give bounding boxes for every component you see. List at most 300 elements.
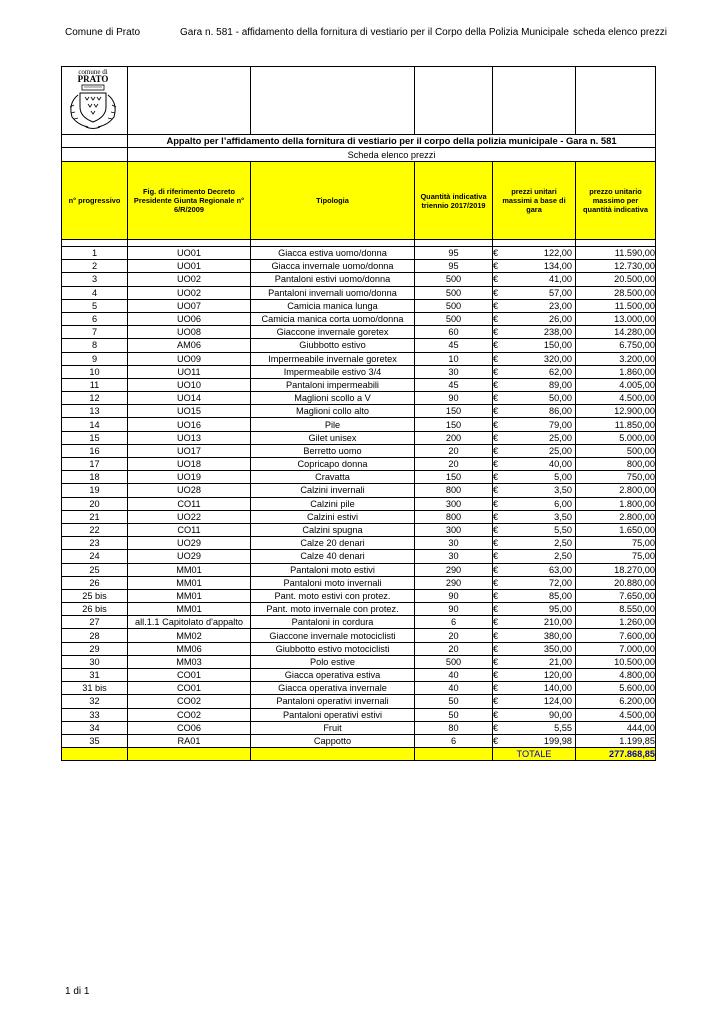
row-tipo: Maglioni collo alto bbox=[251, 405, 415, 418]
unit-price-value: 134,00 bbox=[543, 261, 572, 272]
header-left: Comune di Prato bbox=[65, 27, 141, 38]
row-qty: 45 bbox=[415, 378, 493, 391]
row-qty: 45 bbox=[415, 339, 493, 352]
row-max-price: 18.270,00 bbox=[576, 563, 656, 576]
unit-price-value: 25,00 bbox=[549, 432, 572, 443]
row-num: 8 bbox=[62, 339, 128, 352]
euro-sign: € bbox=[493, 656, 499, 667]
row-max-price: 4.800,00 bbox=[576, 669, 656, 682]
unit-price-value: 23,00 bbox=[549, 300, 572, 311]
prato-coat-of-arms-icon bbox=[62, 67, 124, 131]
row-qty: 800 bbox=[415, 484, 493, 497]
total-empty-cell bbox=[415, 748, 493, 761]
row-num: 2 bbox=[62, 260, 128, 273]
unit-price-value: 5,50 bbox=[554, 525, 572, 536]
col-header-max: prezzo unitario massimo per quantità indicativa bbox=[576, 162, 656, 240]
unit-price-value: 79,00 bbox=[549, 419, 572, 430]
row-unit-price bbox=[493, 669, 576, 682]
row-max-price: 20.500,00 bbox=[576, 273, 656, 286]
unit-price-value: 120,00 bbox=[543, 670, 572, 681]
row-max-price: 444,00 bbox=[576, 721, 656, 734]
unit-price-value: 320,00 bbox=[543, 353, 572, 364]
row-max-price: 4.500,00 bbox=[576, 708, 656, 721]
row-fig: CO11 bbox=[128, 523, 251, 536]
euro-sign: € bbox=[493, 366, 499, 377]
table-row bbox=[62, 418, 656, 431]
euro-sign: € bbox=[493, 353, 499, 364]
row-num: 7 bbox=[62, 326, 128, 339]
row-unit-price bbox=[493, 695, 576, 708]
unit-price-value: 72,00 bbox=[549, 577, 572, 588]
unit-price-value: 210,00 bbox=[543, 617, 572, 628]
total-empty-cell bbox=[128, 748, 251, 761]
page-number: 1 di 1 bbox=[65, 986, 90, 997]
unit-price-value: 122,00 bbox=[543, 248, 572, 259]
row-qty: 60 bbox=[415, 326, 493, 339]
row-tipo: Calzini estivi bbox=[251, 510, 415, 523]
row-fig: UO02 bbox=[128, 286, 251, 299]
row-unit-price bbox=[493, 299, 576, 312]
row-max-price: 4.500,00 bbox=[576, 392, 656, 405]
empty-cell bbox=[493, 67, 576, 135]
row-max-price: 5.000,00 bbox=[576, 431, 656, 444]
row-num: 13 bbox=[62, 405, 128, 418]
row-tipo: Maglioni scollo a V bbox=[251, 392, 415, 405]
table-row bbox=[62, 616, 656, 629]
row-tipo: Camicia manica lunga bbox=[251, 299, 415, 312]
table-row bbox=[62, 299, 656, 312]
unit-price-value: 380,00 bbox=[543, 630, 572, 641]
row-fig: RA01 bbox=[128, 734, 251, 747]
row-fig: MM06 bbox=[128, 642, 251, 655]
table-row bbox=[62, 458, 656, 471]
table-row bbox=[62, 629, 656, 642]
row-unit-price bbox=[493, 378, 576, 391]
row-qty: 500 bbox=[415, 312, 493, 325]
row-qty: 90 bbox=[415, 589, 493, 602]
row-num: 15 bbox=[62, 431, 128, 444]
row-unit-price bbox=[493, 431, 576, 444]
row-fig: UO08 bbox=[128, 326, 251, 339]
table-row bbox=[62, 326, 656, 339]
table-row bbox=[62, 260, 656, 273]
col-header-fig: Fig. di riferimento Decreto Presidente Giunta Regionale n° 6/R/2009 bbox=[128, 162, 251, 240]
euro-sign: € bbox=[493, 709, 499, 720]
row-tipo: Pantaloni operativi estivi bbox=[251, 708, 415, 721]
page-subtitle: Scheda elenco prezzi bbox=[128, 148, 656, 162]
row-num: 25 bbox=[62, 563, 128, 576]
empty-cell bbox=[251, 67, 415, 135]
total-row bbox=[62, 748, 656, 761]
col-header-tipo: Tipologia bbox=[251, 162, 415, 240]
euro-sign: € bbox=[493, 722, 499, 733]
row-qty: 150 bbox=[415, 405, 493, 418]
table-row bbox=[62, 471, 656, 484]
row-num: 12 bbox=[62, 392, 128, 405]
row-fig: MM01 bbox=[128, 563, 251, 576]
row-qty: 40 bbox=[415, 682, 493, 695]
row-tipo: Copricapo donna bbox=[251, 458, 415, 471]
row-fig: CO01 bbox=[128, 682, 251, 695]
row-unit-price bbox=[493, 273, 576, 286]
row-max-price: 1.650,00 bbox=[576, 523, 656, 536]
spacer-cell bbox=[576, 240, 656, 247]
row-qty: 80 bbox=[415, 721, 493, 734]
row-num: 30 bbox=[62, 655, 128, 668]
row-unit-price bbox=[493, 458, 576, 471]
unit-price-value: 85,00 bbox=[549, 590, 572, 601]
table-row bbox=[62, 576, 656, 589]
row-num: 18 bbox=[62, 471, 128, 484]
euro-sign: € bbox=[493, 670, 499, 681]
row-tipo: Giubbotto estivo motociclisti bbox=[251, 642, 415, 655]
unit-price-value: 238,00 bbox=[543, 327, 572, 338]
row-unit-price bbox=[493, 537, 576, 550]
row-fig: UO18 bbox=[128, 458, 251, 471]
row-qty: 30 bbox=[415, 365, 493, 378]
euro-sign: € bbox=[493, 564, 499, 575]
header-center: Gara n. 581 - affidamento della fornitura di vestiario per il Corpo della Polizia Municipale bbox=[180, 27, 569, 38]
col-header-unit: prezzi unitari massimi a base di gara bbox=[493, 162, 576, 240]
row-max-price: 1.199,85 bbox=[576, 734, 656, 747]
row-num: 22 bbox=[62, 523, 128, 536]
row-fig: UO28 bbox=[128, 484, 251, 497]
table-row bbox=[62, 510, 656, 523]
unit-price-value: 350,00 bbox=[543, 643, 572, 654]
unit-price-value: 5,55 bbox=[554, 722, 572, 733]
row-tipo: Calzini spugna bbox=[251, 523, 415, 536]
unit-price-value: 50,00 bbox=[549, 393, 572, 404]
row-tipo: Pile bbox=[251, 418, 415, 431]
spacer-cell bbox=[493, 240, 576, 247]
row-tipo: Calze 40 denari bbox=[251, 550, 415, 563]
euro-sign: € bbox=[493, 393, 499, 404]
row-tipo: Giacca estiva uomo/donna bbox=[251, 247, 415, 260]
row-unit-price bbox=[493, 616, 576, 629]
logo-line2: PRATO bbox=[77, 74, 109, 84]
row-max-price: 20.880,00 bbox=[576, 576, 656, 589]
row-num: 33 bbox=[62, 708, 128, 721]
unit-price-value: 90,00 bbox=[549, 709, 572, 720]
row-num: 29 bbox=[62, 642, 128, 655]
empty-cell bbox=[415, 67, 493, 135]
unit-price-value: 2,50 bbox=[554, 538, 572, 549]
table-row bbox=[62, 708, 656, 721]
row-qty: 290 bbox=[415, 563, 493, 576]
euro-sign: € bbox=[493, 314, 499, 325]
column-header-row bbox=[62, 162, 656, 240]
row-unit-price bbox=[493, 471, 576, 484]
row-tipo: Pantaloni in cordura bbox=[251, 616, 415, 629]
unit-price-value: 40,00 bbox=[549, 459, 572, 470]
row-fig: all.1.1 Capitolato d'appalto bbox=[128, 616, 251, 629]
row-unit-price bbox=[493, 589, 576, 602]
row-max-price: 13.000,00 bbox=[576, 312, 656, 325]
row-tipo: Calzini pile bbox=[251, 497, 415, 510]
empty-cell bbox=[62, 135, 128, 148]
row-num: 9 bbox=[62, 352, 128, 365]
row-qty: 40 bbox=[415, 669, 493, 682]
euro-sign: € bbox=[493, 577, 499, 588]
euro-sign: € bbox=[493, 340, 499, 351]
row-fig: CO02 bbox=[128, 695, 251, 708]
row-tipo: Fruit bbox=[251, 721, 415, 734]
row-fig: UO17 bbox=[128, 444, 251, 457]
table-row bbox=[62, 537, 656, 550]
total-empty-cell bbox=[62, 748, 128, 761]
euro-sign: € bbox=[493, 261, 499, 272]
unit-price-value: 89,00 bbox=[549, 379, 572, 390]
row-qty: 90 bbox=[415, 392, 493, 405]
subtitle-row bbox=[62, 148, 656, 162]
row-num: 1 bbox=[62, 247, 128, 260]
price-table bbox=[61, 66, 656, 761]
row-fig: UO10 bbox=[128, 378, 251, 391]
euro-sign: € bbox=[493, 472, 499, 483]
row-max-price: 1.800,00 bbox=[576, 497, 656, 510]
row-unit-price bbox=[493, 312, 576, 325]
row-num: 21 bbox=[62, 510, 128, 523]
col-header-num: n° progressivo bbox=[62, 162, 128, 240]
row-qty: 95 bbox=[415, 247, 493, 260]
row-unit-price bbox=[493, 721, 576, 734]
unit-price-value: 62,00 bbox=[549, 366, 572, 377]
row-tipo: Pantaloni invernali uomo/donna bbox=[251, 286, 415, 299]
row-unit-price bbox=[493, 286, 576, 299]
row-fig: UO01 bbox=[128, 247, 251, 260]
euro-sign: € bbox=[493, 432, 499, 443]
total-label: TOTALE bbox=[493, 748, 576, 761]
row-qty: 30 bbox=[415, 537, 493, 550]
table-row bbox=[62, 695, 656, 708]
empty-cell bbox=[128, 67, 251, 135]
row-tipo: Gilet unisex bbox=[251, 431, 415, 444]
row-unit-price bbox=[493, 484, 576, 497]
row-num: 17 bbox=[62, 458, 128, 471]
row-fig: UO14 bbox=[128, 392, 251, 405]
table-row bbox=[62, 603, 656, 616]
spacer-cell bbox=[128, 240, 251, 247]
table-row bbox=[62, 682, 656, 695]
row-unit-price bbox=[493, 326, 576, 339]
table-row bbox=[62, 669, 656, 682]
row-max-price: 5.600,00 bbox=[576, 682, 656, 695]
euro-sign: € bbox=[493, 630, 499, 641]
euro-sign: € bbox=[493, 604, 499, 615]
row-unit-price bbox=[493, 629, 576, 642]
row-max-price: 7.600,00 bbox=[576, 629, 656, 642]
row-qty: 10 bbox=[415, 352, 493, 365]
row-num: 25 bis bbox=[62, 589, 128, 602]
row-fig: UO16 bbox=[128, 418, 251, 431]
row-qty: 200 bbox=[415, 431, 493, 444]
row-unit-price bbox=[493, 655, 576, 668]
table-row bbox=[62, 339, 656, 352]
row-qty: 500 bbox=[415, 655, 493, 668]
euro-sign: € bbox=[493, 274, 499, 285]
euro-sign: € bbox=[493, 445, 499, 456]
table-body bbox=[62, 247, 656, 748]
euro-sign: € bbox=[493, 300, 499, 311]
row-tipo: Giaccone invernale motociclisti bbox=[251, 629, 415, 642]
row-tipo: Cappotto bbox=[251, 734, 415, 747]
row-fig: MM01 bbox=[128, 603, 251, 616]
row-qty: 50 bbox=[415, 695, 493, 708]
row-num: 4 bbox=[62, 286, 128, 299]
row-max-price: 4.005,00 bbox=[576, 378, 656, 391]
row-fig: UO29 bbox=[128, 550, 251, 563]
row-fig: UO22 bbox=[128, 510, 251, 523]
unit-price-value: 124,00 bbox=[543, 696, 572, 707]
row-max-price: 7.000,00 bbox=[576, 642, 656, 655]
euro-sign: € bbox=[493, 643, 499, 654]
row-fig: UO11 bbox=[128, 365, 251, 378]
euro-sign: € bbox=[493, 485, 499, 496]
row-num: 31 bbox=[62, 669, 128, 682]
euro-sign: € bbox=[493, 379, 499, 390]
row-fig: UO13 bbox=[128, 431, 251, 444]
row-max-price: 7.650,00 bbox=[576, 589, 656, 602]
row-max-price: 14.280,00 bbox=[576, 326, 656, 339]
table-row bbox=[62, 431, 656, 444]
row-fig: UO06 bbox=[128, 312, 251, 325]
unit-price-value: 2,50 bbox=[554, 551, 572, 562]
row-max-price: 11.500,00 bbox=[576, 299, 656, 312]
row-unit-price bbox=[493, 603, 576, 616]
row-fig: UO07 bbox=[128, 299, 251, 312]
euro-sign: € bbox=[493, 538, 499, 549]
row-fig: MM01 bbox=[128, 589, 251, 602]
table-row bbox=[62, 655, 656, 668]
row-num: 5 bbox=[62, 299, 128, 312]
row-unit-price bbox=[493, 642, 576, 655]
row-max-price: 12.900,00 bbox=[576, 405, 656, 418]
row-qty: 50 bbox=[415, 708, 493, 721]
row-max-price: 75,00 bbox=[576, 537, 656, 550]
unit-price-value: 57,00 bbox=[549, 287, 572, 298]
row-qty: 300 bbox=[415, 497, 493, 510]
row-qty: 90 bbox=[415, 603, 493, 616]
empty-cell bbox=[576, 67, 656, 135]
row-tipo: Pantaloni moto invernali bbox=[251, 576, 415, 589]
title-row bbox=[62, 135, 656, 148]
table-row bbox=[62, 312, 656, 325]
table-row bbox=[62, 497, 656, 510]
row-max-price: 1.260,00 bbox=[576, 616, 656, 629]
row-tipo: Polo estive bbox=[251, 655, 415, 668]
table-row bbox=[62, 247, 656, 260]
unit-price-value: 21,00 bbox=[549, 656, 572, 667]
row-fig: UO29 bbox=[128, 537, 251, 550]
row-fig: CO06 bbox=[128, 721, 251, 734]
row-max-price: 2.800,00 bbox=[576, 510, 656, 523]
table-row bbox=[62, 444, 656, 457]
unit-price-value: 26,00 bbox=[549, 314, 572, 325]
unit-price-value: 5,00 bbox=[554, 472, 572, 483]
row-unit-price bbox=[493, 708, 576, 721]
row-qty: 20 bbox=[415, 642, 493, 655]
row-qty: 150 bbox=[415, 471, 493, 484]
row-num: 23 bbox=[62, 537, 128, 550]
table-row bbox=[62, 392, 656, 405]
row-tipo: Impermeabile estivo 3/4 bbox=[251, 365, 415, 378]
row-num: 32 bbox=[62, 695, 128, 708]
empty-cell bbox=[62, 148, 128, 162]
row-num: 35 bbox=[62, 734, 128, 747]
euro-sign: € bbox=[493, 406, 499, 417]
total-empty-cell bbox=[251, 748, 415, 761]
unit-price-value: 6,00 bbox=[554, 498, 572, 509]
unit-price-value: 95,00 bbox=[549, 604, 572, 615]
euro-sign: € bbox=[493, 683, 499, 694]
row-tipo: Giaccone invernale goretex bbox=[251, 326, 415, 339]
logo-row bbox=[62, 67, 656, 135]
row-max-price: 11.850,00 bbox=[576, 418, 656, 431]
row-fig: MM02 bbox=[128, 629, 251, 642]
row-qty: 290 bbox=[415, 576, 493, 589]
col-header-qty: Quantità indicativa triennio 2017/2019 bbox=[415, 162, 493, 240]
row-qty: 30 bbox=[415, 550, 493, 563]
row-num: 24 bbox=[62, 550, 128, 563]
row-fig: UO09 bbox=[128, 352, 251, 365]
row-num: 26 bbox=[62, 576, 128, 589]
row-fig: CO02 bbox=[128, 708, 251, 721]
row-tipo: Pantaloni impermeabili bbox=[251, 378, 415, 391]
row-tipo: Pantaloni operativi invernali bbox=[251, 695, 415, 708]
row-fig: MM03 bbox=[128, 655, 251, 668]
row-max-price: 6.750,00 bbox=[576, 339, 656, 352]
table-row bbox=[62, 273, 656, 286]
row-tipo: Cravatta bbox=[251, 471, 415, 484]
euro-sign: € bbox=[493, 696, 499, 707]
row-tipo: Calzini invernali bbox=[251, 484, 415, 497]
unit-price-value: 3,50 bbox=[554, 485, 572, 496]
unit-price-value: 199,98 bbox=[543, 736, 572, 747]
row-num: 11 bbox=[62, 378, 128, 391]
row-fig: UO02 bbox=[128, 273, 251, 286]
row-tipo: Pantaloni moto estivi bbox=[251, 563, 415, 576]
row-max-price: 750,00 bbox=[576, 471, 656, 484]
euro-sign: € bbox=[493, 590, 499, 601]
row-tipo: Pant. moto invernale con protez. bbox=[251, 603, 415, 616]
row-fig: UO15 bbox=[128, 405, 251, 418]
table-row bbox=[62, 352, 656, 365]
row-unit-price bbox=[493, 734, 576, 747]
unit-price-value: 25,00 bbox=[549, 445, 572, 456]
row-tipo: Giacca operativa estiva bbox=[251, 669, 415, 682]
euro-sign: € bbox=[493, 419, 499, 430]
row-max-price: 1.860,00 bbox=[576, 365, 656, 378]
row-qty: 20 bbox=[415, 458, 493, 471]
logo-line1: comune di bbox=[78, 68, 108, 76]
row-max-price: 28.500,00 bbox=[576, 286, 656, 299]
euro-sign: € bbox=[493, 248, 499, 259]
row-max-price: 10.500,00 bbox=[576, 655, 656, 668]
row-tipo: Giacca invernale uomo/donna bbox=[251, 260, 415, 273]
row-qty: 150 bbox=[415, 418, 493, 431]
row-unit-price bbox=[493, 352, 576, 365]
logo-cell bbox=[62, 67, 128, 135]
row-qty: 300 bbox=[415, 523, 493, 536]
row-fig: MM01 bbox=[128, 576, 251, 589]
row-max-price: 3.200,00 bbox=[576, 352, 656, 365]
euro-sign: € bbox=[493, 459, 499, 470]
table-row bbox=[62, 721, 656, 734]
row-num: 26 bis bbox=[62, 603, 128, 616]
unit-price-value: 3,50 bbox=[554, 511, 572, 522]
euro-sign: € bbox=[493, 617, 499, 628]
row-qty: 500 bbox=[415, 286, 493, 299]
